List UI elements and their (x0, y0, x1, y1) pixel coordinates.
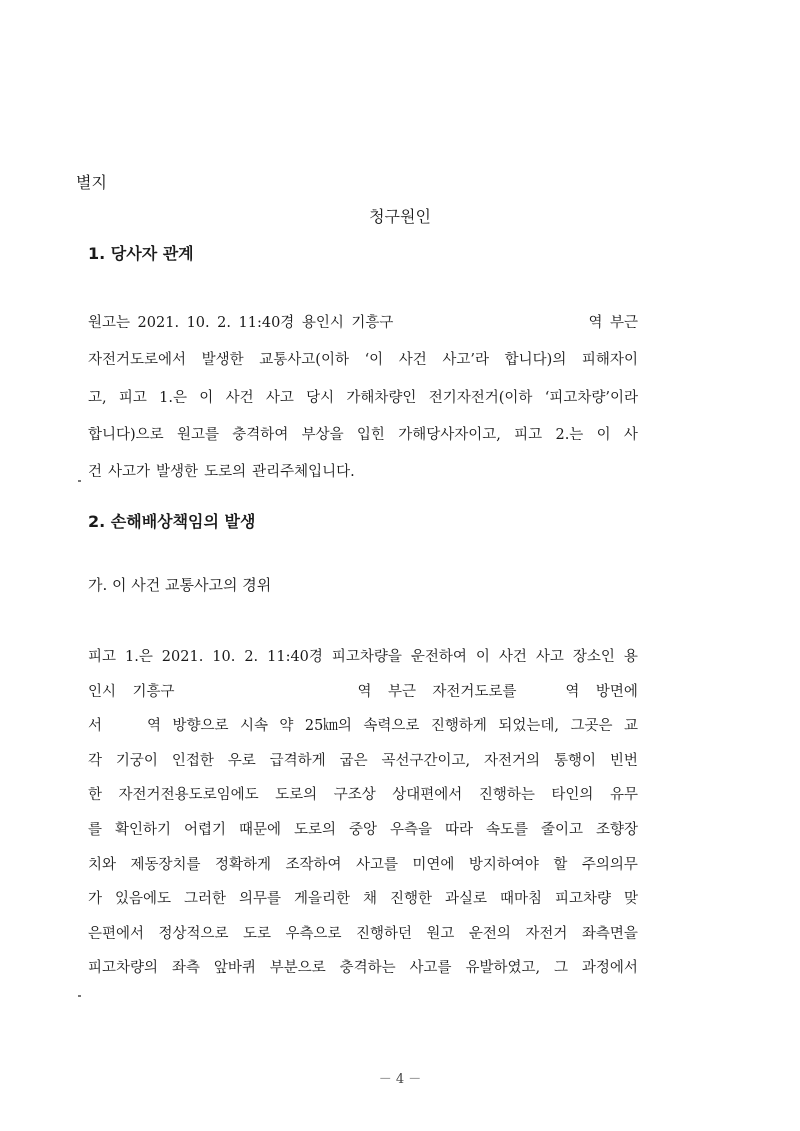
word: 1.은 (124, 649, 153, 665)
paragraph-line (88, 819, 638, 841)
word: 기흥구 (132, 683, 175, 700)
paragraph-line (88, 715, 638, 737)
word: 방면에 (595, 683, 638, 700)
word: 피해자이 (581, 352, 638, 369)
word: 장소인 (572, 649, 615, 665)
margin-mark (78, 995, 81, 997)
word: 은편에서 (88, 925, 145, 942)
word: 우측으로 (285, 925, 342, 942)
word: 사고가 (108, 464, 151, 481)
word: 굽은 (339, 752, 368, 769)
word: 사고 (265, 389, 294, 406)
word: 조작하여 (285, 856, 342, 873)
word: 발생한 (156, 464, 199, 481)
paragraph-line (88, 957, 638, 979)
word: 정확하게 (214, 856, 271, 873)
word: 중앙 (348, 822, 377, 838)
word: 맞 (623, 891, 638, 908)
word: 방향으로 (172, 718, 229, 735)
word: 진행하는 (478, 787, 535, 804)
word: 교 (623, 718, 638, 735)
word: 도로의 (293, 822, 337, 838)
word: 가 (88, 891, 103, 908)
word: 용 (623, 649, 638, 665)
word: 그곳은 (570, 718, 613, 735)
word: 건 (88, 464, 103, 481)
paragraph-line (88, 681, 638, 703)
word: 채 (362, 891, 377, 908)
word: 치와 (88, 856, 117, 873)
word: 좌측면을 (581, 925, 638, 942)
word: 속도를 (485, 822, 528, 838)
paragraph-line (88, 854, 638, 876)
word: 곡선구간이고, (381, 752, 471, 769)
word: 사건 (398, 352, 427, 369)
attachment-label: 별지 (76, 173, 107, 192)
word: 도로의 (275, 787, 318, 804)
word: 한 (88, 787, 103, 804)
word: 되었는데, (498, 718, 559, 735)
section-heading-liability: 2. 손해배상책임의 발생 (88, 512, 256, 531)
word: 가해당사자이고, (398, 426, 501, 443)
word: 있음에도 (114, 891, 172, 908)
word: 그러한 (183, 891, 227, 908)
word: 부분으로 (269, 960, 326, 977)
word: 피고차량 (554, 891, 611, 908)
word: 25㎞의 (304, 718, 352, 735)
word: 진행하게 (430, 718, 487, 735)
paragraph-line (88, 923, 638, 945)
word: 시속 (239, 718, 268, 735)
word: 가해차량인 (346, 389, 417, 406)
word: 빈번 (609, 752, 638, 769)
word: 10. (186, 315, 210, 331)
word: 입힌 (356, 426, 385, 443)
document-title: 청구원인 (369, 207, 431, 226)
word: 부근 (609, 315, 638, 331)
word: 타인의 (551, 787, 594, 804)
word: 자전거의 (484, 752, 541, 769)
paragraph-line (88, 312, 638, 334)
word: 부상을 (301, 426, 344, 443)
word: 기흥구 (351, 315, 394, 331)
word: 우로 (227, 752, 256, 769)
word: 상대편에서 (392, 787, 463, 804)
word: 때마침 (499, 891, 542, 908)
word: 자전거 (525, 925, 568, 942)
word: 속력으로 (363, 718, 420, 735)
word: 자전거도로에서 (88, 352, 187, 369)
word: 그 (553, 960, 568, 977)
word: 유발하였고, (465, 960, 541, 977)
word: 합니다)으로 (88, 426, 164, 443)
word: 도로 (242, 925, 271, 942)
word: 원고를 (176, 426, 220, 443)
word: 게을리한 (293, 891, 351, 908)
word: 할 (553, 856, 568, 873)
word: 약 (279, 718, 294, 735)
word: 충격하여 (232, 426, 289, 443)
word: 줄이고 (540, 822, 583, 838)
word: 자전거도로를 (432, 683, 517, 700)
paragraph-line (88, 461, 638, 483)
word: 우측을 (389, 822, 432, 838)
word: 과실로 (444, 891, 487, 908)
word: 2021. (161, 649, 204, 665)
section-heading-parties: 1. 당사자 관계 (88, 244, 194, 263)
word: 유무 (609, 787, 638, 804)
word: 충격하는 (339, 960, 396, 977)
word: 앞바퀴 (213, 960, 256, 977)
word: 원고는 (88, 315, 131, 331)
word: ‘이 (364, 352, 384, 369)
word: 역 (588, 315, 603, 331)
word: 용인시 (301, 315, 344, 331)
word: 따라 (444, 822, 473, 838)
paragraph-line (88, 646, 638, 668)
margin-mark (78, 480, 81, 482)
word: 사건 (225, 389, 254, 406)
word: 사 (623, 426, 638, 443)
word: 11:40경 (238, 315, 295, 331)
word: 11:40경 (267, 649, 323, 665)
word: 인시 (88, 683, 117, 700)
word: 어렵기 (183, 822, 227, 838)
word: 1.은 (159, 389, 188, 406)
word: 교통사고(이하 (259, 352, 349, 369)
word: 부근 (387, 683, 416, 700)
word: 이 (475, 649, 490, 665)
word: 피고 (118, 389, 147, 406)
word: 이 (596, 426, 611, 443)
paragraph-line (88, 424, 638, 446)
word: 운전하여 (410, 649, 467, 665)
word: 사고를 (355, 856, 398, 873)
word: 고, (88, 389, 107, 406)
word: 사고를 (409, 960, 452, 977)
word: 2. (244, 649, 259, 665)
word: 원고 (426, 925, 455, 942)
word: 역 (146, 718, 161, 735)
word: ‘피고차량’이라 (544, 389, 638, 406)
word: 급격하게 (269, 752, 326, 769)
word: 피고 (88, 649, 117, 665)
word: 10. (212, 649, 236, 665)
page-number: － 4 － (378, 1072, 422, 1087)
word: 통행이 (553, 752, 596, 769)
word: 2. (217, 315, 231, 331)
word: 진행한 (389, 891, 432, 908)
word: 기궁이 (115, 752, 158, 769)
word: 운전의 (468, 925, 511, 942)
word: 주의의무 (581, 856, 638, 873)
word: 사고’라 (442, 352, 490, 369)
paragraph-line (88, 784, 638, 806)
word: 의무를 (238, 891, 282, 908)
word: 제동장치를 (130, 856, 201, 873)
word: 합니다)의 (504, 352, 567, 369)
word: 방지하여야 (468, 856, 539, 873)
word: 구조상 (333, 787, 376, 804)
word: 각 (88, 752, 103, 769)
word: 피고차량의 (88, 960, 159, 977)
word: 발생한 (201, 352, 244, 369)
word: 2021. (137, 315, 180, 331)
word: 진행하던 (355, 925, 412, 942)
word: 관리주체입니다. (252, 464, 355, 481)
word: 피고 (514, 426, 543, 443)
paragraph-line (88, 349, 638, 371)
word: 인접한 (171, 752, 214, 769)
word: 확인하기 (114, 822, 172, 838)
word: 서 (88, 718, 103, 735)
word: 정상적으로 (158, 925, 229, 942)
paragraph-line (88, 387, 638, 409)
word: 때문에 (238, 822, 282, 838)
word: 를 (88, 822, 103, 838)
word: 이 (199, 389, 214, 406)
word: 좌측 (171, 960, 200, 977)
word: 전기자전거(이하 (428, 389, 533, 406)
word: 자전거전용도로임에도 (118, 787, 259, 804)
word: 도로의 (204, 464, 247, 481)
subsection-heading-accident: 가. 이 사건 교통사고의 경위 (88, 576, 272, 594)
word: 사건 (498, 649, 527, 665)
word: 조향장 (595, 822, 638, 838)
word: 사고 (535, 649, 564, 665)
word: 과정에서 (581, 960, 638, 977)
paragraph-line (88, 750, 638, 772)
word: 2.는 (555, 426, 584, 443)
paragraph-line (88, 888, 638, 910)
word: 당시 (306, 389, 335, 406)
word: 역 (565, 683, 580, 700)
word: 미연에 (412, 856, 455, 873)
word: 피고차량을 (331, 649, 402, 665)
word: 역 (357, 683, 372, 700)
